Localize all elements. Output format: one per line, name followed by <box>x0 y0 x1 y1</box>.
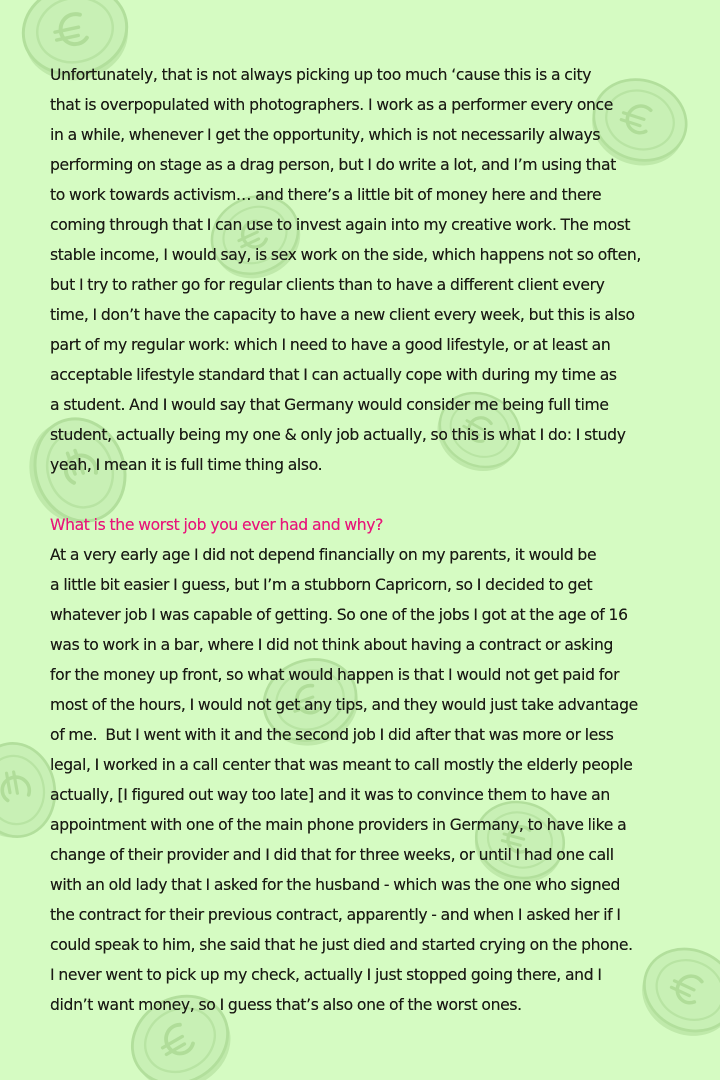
text-line: most of the hours, I would not get any tips, and they would just take advantage <box>50 696 638 714</box>
text-line: performing on stage as a drag person, but I do write a lot, and I’m using that <box>50 156 617 174</box>
text-line: didn’t want money, so I guess that’s also one of the worst ones. <box>50 996 522 1014</box>
text-line: a little bit easier I guess, but I’m a stubborn Capricorn, so I decided to get <box>50 576 593 594</box>
text-line: with an old lady that I asked for the husband - which was the one who signed <box>50 876 621 894</box>
answer-paragraph-2 <box>50 540 675 1020</box>
text-line: student, actually being my one & only job actually, so this is what I do: I study <box>50 426 626 444</box>
answer-paragraph-1 <box>50 60 675 480</box>
interview-question: What is the worst job you ever had and why? <box>50 516 384 534</box>
text-line: change of their provider and I did that for three weeks, or until I had one call <box>50 846 614 864</box>
text-line: part of my regular work: which I need to have a good lifestyle, or at least an <box>50 336 611 354</box>
text-line: the contract for their previous contract, apparently - and when I asked her if I <box>50 906 621 924</box>
text-line: in a while, whenever I get the opportunity, which is not necessarily always <box>50 126 601 144</box>
text-line: a student. And I would say that Germany would consider me being full time <box>50 396 609 414</box>
text-line: time, I don’t have the capacity to have a new client every week, but this is also <box>50 306 635 324</box>
article-body <box>50 60 675 1020</box>
text-line: whatever job I was capable of getting. So one of the jobs I got at the age of 16 <box>50 606 628 624</box>
text-line: yeah, I mean it is full time thing also. <box>50 456 323 474</box>
paragraph-spacer <box>50 480 675 510</box>
text-line: that is overpopulated with photographers. I work as a performer every once <box>50 96 614 114</box>
text-line: appointment with one of the main phone providers in Germany, to have like a <box>50 816 627 834</box>
text-line: Unfortunately, that is not always picking up too much ‘cause this is a city <box>50 66 592 84</box>
text-line: legal, I worked in a call center that was meant to call mostly the elderly people <box>50 756 633 774</box>
text-line: was to work in a bar, where I did not think about having a contract or asking <box>50 636 614 654</box>
text-line: but I try to rather go for regular clients than to have a different client every <box>50 276 605 294</box>
text-line: actually, [I figured out way too late] and it was to convince them to have an <box>50 786 610 804</box>
text-line: of me. But I went with it and the second job I did after that was more or less <box>50 726 614 744</box>
text-line: for the money up front, so what would happen is that I would not get paid for <box>50 666 620 684</box>
text-line: coming through that I can use to invest again into my creative work. The most <box>50 216 631 234</box>
text-line: At a very early age I did not depend financially on my parents, it would be <box>50 546 597 564</box>
text-line: stable income, I would say, is sex work on the side, which happens not so often, <box>50 246 641 264</box>
text-line: acceptable lifestyle standard that I can actually cope with during my time as <box>50 366 617 384</box>
text-line: I never went to pick up my check, actually I just stopped going there, and I <box>50 966 602 984</box>
text-line: to work towards activism… and there’s a little bit of money here and there <box>50 186 602 204</box>
text-line: could speak to him, she said that he just died and started crying on the phone. <box>50 936 633 954</box>
